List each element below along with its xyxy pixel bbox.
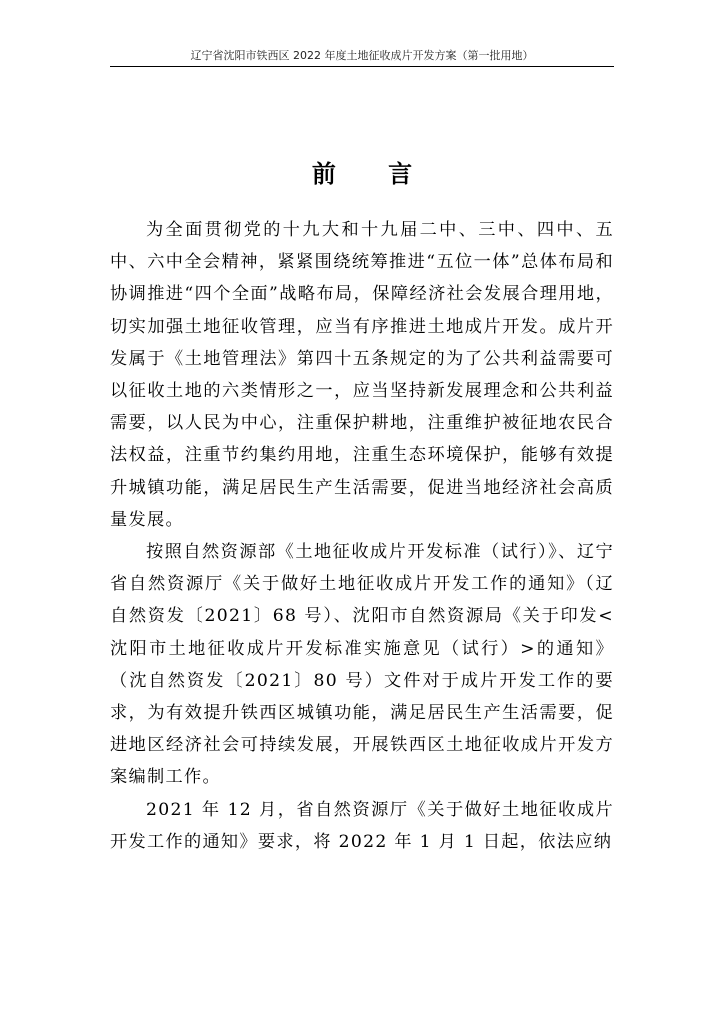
header-divider (110, 66, 614, 67)
paragraph-3: 2021 年 12 月，省自然资源厅《关于做好土地征收成片开发工作的通知》要求，将 2022 年 1 月 1 日起，依法应纳 (110, 799, 614, 852)
paragraph-1: 为全面贯彻党的十九大和十九届二中、三中、四中、五中、六中全会精神，紧紧围绕统筹推进“五位一体”总体布局和协调推进“四个全面”战略布局，保障经济社会发展合理用地，切实加强土地征收管理，应当有序推进土地成片开发。成片开发属于《土地管理法》第四十五条规定的为了公共利益需要可以征收土地的六类情形之一，应当坚持新发展理念和公共利益需要，以人民为中心，注重保护耕地，注重维护被征地农民合法权益，注重节约集约用地，注重生态环境保护，能够有效提升城镇功能，满足居民生产生活需要，促进当地经济社会高质量发展。 (110, 220, 614, 530)
paragraph-2: 按照自然资源部《土地征收成片开发标准（试行）》、辽宁省自然资源厅《关于做好土地征收成片开发工作的通知》（辽自然资发〔2021〕68 号）、沈阳市自然资源局《关于印发<沈阳市土地征收成片开发标准实施意见（试行）>的通知》（沈自然资发〔2021〕80 号）文件对于成片开发工作的要求，为有效提升铁西区城镇功能，满足居民生产生活需要，促进地区经济社会可持续发展，开展铁西区土地征收成片开发方案编制工作。 (110, 542, 614, 788)
running-header: 辽宁省沈阳市铁西区 2022 年度土地征收成片开发方案（第一批用地） (190, 49, 534, 62)
section-title: 前 言 (311, 160, 435, 188)
body-text (110, 214, 614, 858)
